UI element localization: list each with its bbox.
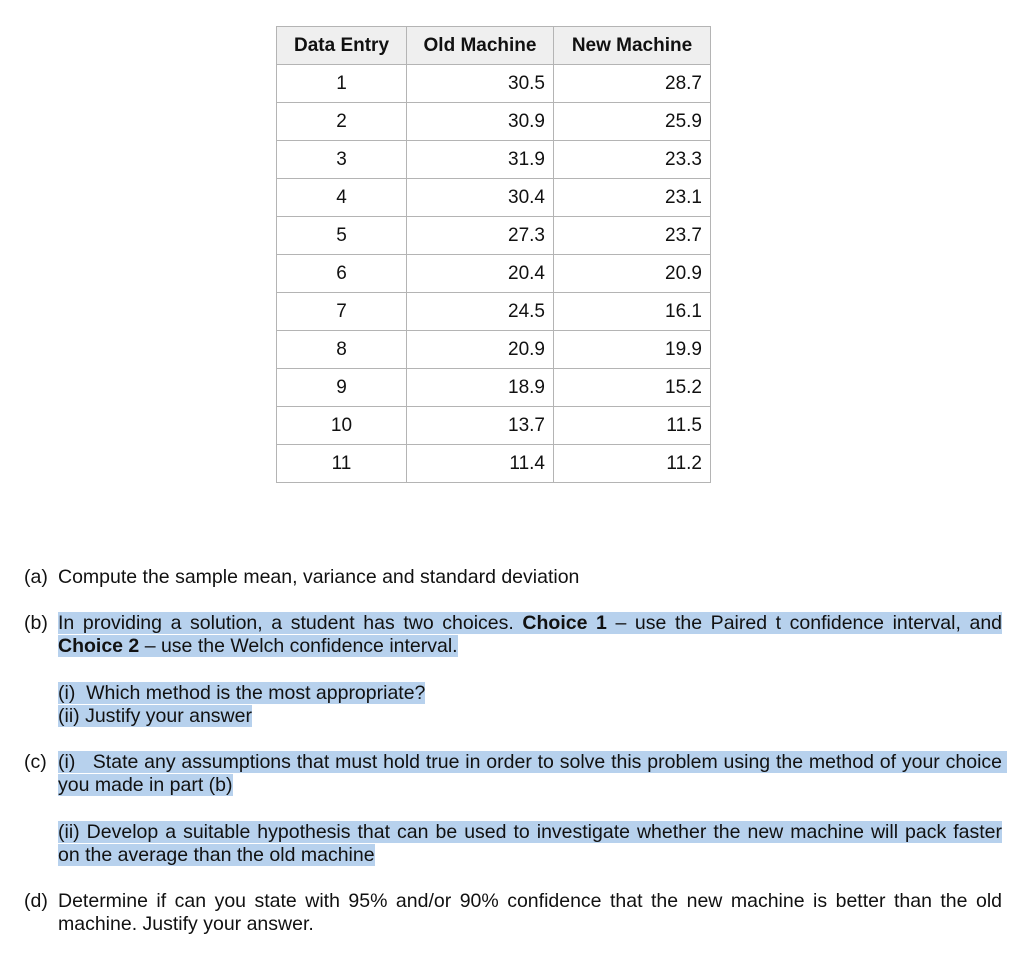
question-text: Compute the sample mean, variance and standard deviation <box>58 566 580 588</box>
sub-question-text: (i) Which method is the most appropriate? <box>58 682 426 704</box>
table-cell: 9 <box>277 369 407 407</box>
choice-2-label: Choice 2 <box>58 635 140 657</box>
table-cell: 23.3 <box>554 141 711 179</box>
table-row <box>277 445 711 483</box>
table-row <box>277 179 711 217</box>
table-cell: 1 <box>277 65 407 103</box>
question-a <box>24 566 1002 589</box>
table-cell: 11 <box>277 445 407 483</box>
table-cell: 20.9 <box>407 331 554 369</box>
table-cell: 31.9 <box>407 141 554 179</box>
sub-question-text: (i) State any assumptions that must hold true in order to solve this problem using the method of your choice you made in part (b) <box>58 751 1008 796</box>
sub-question-text: (ii) Justify your answer <box>58 705 252 727</box>
table-cell: 6 <box>277 255 407 293</box>
table-cell: 30.5 <box>407 65 554 103</box>
table-cell: 15.2 <box>554 369 711 407</box>
table-row <box>277 255 711 293</box>
question-label: (c) <box>24 751 47 773</box>
table-row <box>277 331 711 369</box>
table-cell: 25.9 <box>554 103 711 141</box>
table-row <box>277 293 711 331</box>
table-cell: 24.5 <box>407 293 554 331</box>
table-cell: 11.5 <box>554 407 711 445</box>
sub-question-text: Develop a suitable hypothesis that can be used to investigate whether the new machine will pack faster on the average than the old machine <box>58 821 1003 866</box>
table-cell: 10 <box>277 407 407 445</box>
table-cell: 20.4 <box>407 255 554 293</box>
table-cell: 5 <box>277 217 407 255</box>
table-cell: 23.1 <box>554 179 711 217</box>
question-d <box>24 890 1002 936</box>
table-row <box>277 369 711 407</box>
choice-1-label: Choice 1 <box>522 612 607 634</box>
question-b-sub-i <box>58 682 1002 705</box>
column-header: Data Entry <box>277 27 407 65</box>
question-label: (d) <box>24 890 48 912</box>
text-segment: – use the Welch confidence interval. <box>139 635 458 657</box>
column-header: Old Machine <box>407 27 554 65</box>
question-label: (b) <box>24 612 48 634</box>
table-cell: 18.9 <box>407 369 554 407</box>
table-cell: 3 <box>277 141 407 179</box>
table-cell: 4 <box>277 179 407 217</box>
table-row <box>277 65 711 103</box>
question-text: Determine if can you state with 95% and/or 90% confidence that the new machine is better than the old machine. Justify your answer. <box>58 890 1002 935</box>
table-row <box>277 217 711 255</box>
question-c <box>24 751 1008 797</box>
question-text <box>58 612 1002 658</box>
table-cell: 19.9 <box>554 331 711 369</box>
table-cell: 27.3 <box>407 217 554 255</box>
question-b <box>24 612 1002 658</box>
question-label: (a) <box>24 566 48 588</box>
data-table <box>276 26 711 483</box>
table-cell: 11.4 <box>407 445 554 483</box>
table-row <box>277 141 711 179</box>
question-b-sub-ii <box>58 705 1002 728</box>
text-segment: – use the Paired t confidence interval, and <box>606 612 1003 634</box>
column-header: New Machine <box>554 27 711 65</box>
question-text <box>58 751 1008 797</box>
table-cell: 2 <box>277 103 407 141</box>
table-cell: 30.4 <box>407 179 554 217</box>
table-row <box>277 103 711 141</box>
table-cell: 28.7 <box>554 65 711 103</box>
table-cell: 16.1 <box>554 293 711 331</box>
table-cell: 7 <box>277 293 407 331</box>
table-cell: 23.7 <box>554 217 711 255</box>
text-segment: In providing a solution, a student has two choices. <box>58 612 523 634</box>
sub-question-label: (ii) <box>58 821 80 843</box>
table-cell: 8 <box>277 331 407 369</box>
table-cell: 11.2 <box>554 445 711 483</box>
table-cell: 20.9 <box>554 255 711 293</box>
table-cell: 13.7 <box>407 407 554 445</box>
table-cell: 30.9 <box>407 103 554 141</box>
table-header-row <box>277 27 711 65</box>
question-c-sub-ii <box>58 821 1002 867</box>
table-row <box>277 407 711 445</box>
